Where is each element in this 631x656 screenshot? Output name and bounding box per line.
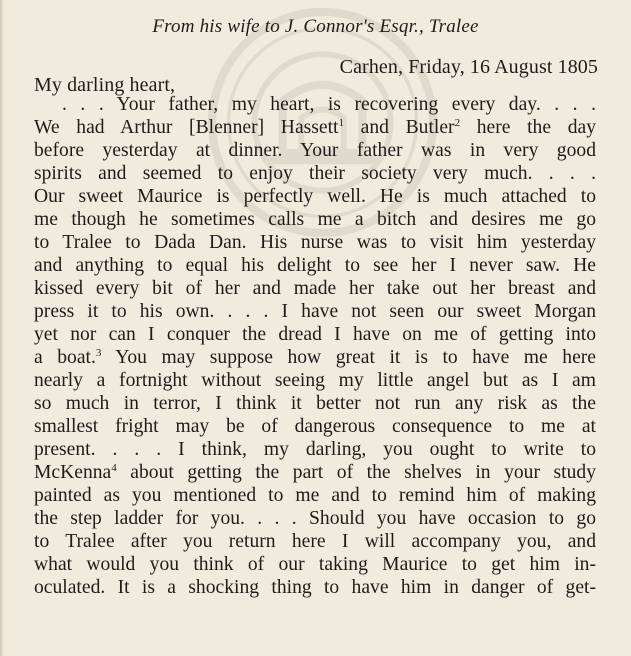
letter-line: the step ladder for you. . . . Should you have occasion to go bbox=[34, 508, 596, 529]
letter-line: a boat.$^3$ You may suppose how great it is to have me here bbox=[34, 347, 596, 368]
page-edge-shadow bbox=[0, 0, 4, 656]
letter-line: spirits and seemed to enjoy their society very much. . . . bbox=[34, 163, 596, 184]
letter-line: yet nor can I conquer the dread I have on me of getting into bbox=[34, 324, 596, 345]
letter-line: painted as you mentioned to me and to remind him of making bbox=[34, 485, 596, 506]
footnote-marker: 2 bbox=[454, 117, 461, 129]
letter-line: before yesterday at dinner. Your father was in very good bbox=[34, 140, 596, 161]
letter-line: to Tralee to Dada Dan. His nurse was to visit him yesterday bbox=[34, 232, 596, 253]
letter-heading: From his wife to J. Connor's Esqr., Tralee bbox=[152, 16, 479, 37]
footnote-marker: 4 bbox=[111, 462, 117, 474]
letter-line: to Tralee after you return here I will accompany you, and bbox=[34, 531, 596, 552]
letter-line: so much in terror, I think it better not run any risk as the bbox=[34, 393, 596, 414]
footnote-marker: 1 bbox=[338, 117, 344, 129]
letter-body bbox=[34, 93, 596, 599]
letter-line: kissed every bit of her and made her take out her breast and bbox=[34, 278, 596, 299]
footnote-marker: 3 bbox=[95, 347, 102, 359]
letter-line: Our sweet Maurice is perfectly well. He is much attached to bbox=[34, 186, 596, 207]
letter-line: McKenna$^4$ about getting the part of the shelves in your study bbox=[34, 462, 596, 483]
letter-line: me though he sometimes calls me a bitch and desires me go bbox=[34, 209, 596, 230]
letter-line: We had Arthur [Blenner] Hassett$^1$ and Butler$^2$ here the day bbox=[34, 117, 597, 138]
letter-line: present. . . . I think, my darling, you ought to write to bbox=[34, 439, 596, 460]
letter-line: . . . Your father, my heart, is recovering every day. . . . bbox=[62, 94, 596, 115]
letter-line: and anything to equal his delight to see her I never saw. He bbox=[34, 255, 596, 276]
letter-salutation: My darling heart, bbox=[34, 74, 176, 96]
letter-line: oculated. It is a shocking thing to have him in danger of get- bbox=[34, 577, 596, 598]
letter-line: press it to his own. . . . I have not seen our sweet Morgan bbox=[34, 301, 596, 322]
letter-dateline: Carhen, Friday, 16 August 1805 bbox=[339, 56, 598, 78]
letter-line: what would you think of our taking Maurice to get him in- bbox=[34, 554, 596, 575]
letter-line: smallest fright may be of dangerous consequence to me at bbox=[34, 416, 596, 437]
letter-line: nearly a fortnight without seeing my little angel but as I am bbox=[34, 370, 596, 391]
